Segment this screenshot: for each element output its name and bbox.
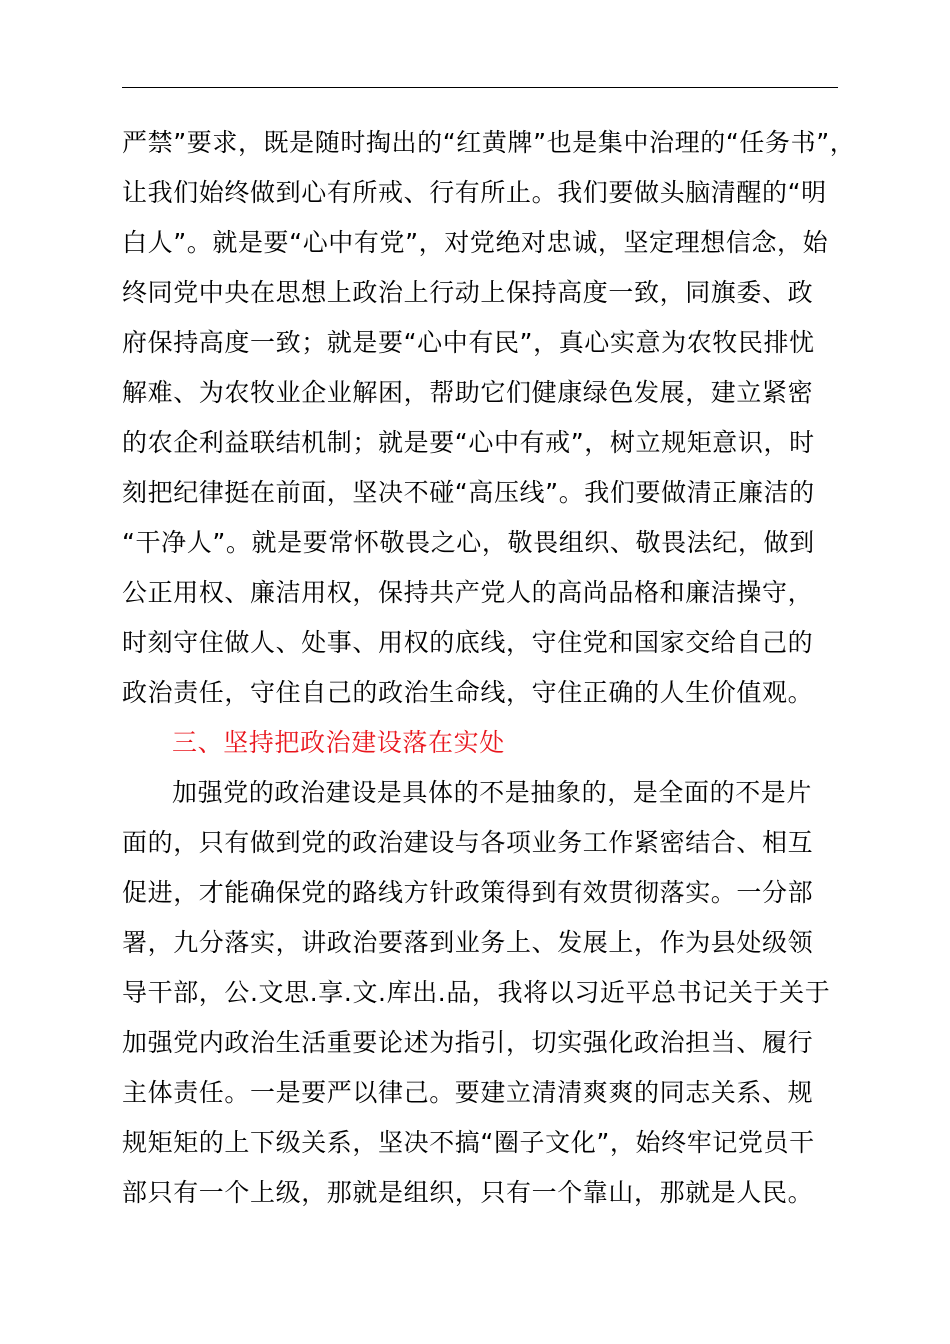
text-line: 的农企利益联结机制；就是要“心中有戒”，树立规矩意识，时 <box>122 428 815 457</box>
text-line: 解难、为农牧业企业解困，帮助它们健康绿色发展，建立紧密 <box>122 378 814 407</box>
text-line: 让我们始终做到心有所戒、行有所止。我们要做头脑清醒的“明 <box>122 178 827 207</box>
paragraph-1 <box>122 118 856 718</box>
text-line: 刻把纪律挺在前面，坚决不碰“高压线”。我们要做清正廉洁的 <box>122 478 815 507</box>
text-line: 时刻守住做人、处事、用权的底线，守住党和国家交给自己的 <box>122 628 814 657</box>
text-line: 导干部，公.文思.享.文.库出.品，我将以习近平总书记关于关于 <box>122 978 831 1007</box>
section-heading: 三、坚持把政治建设落在实处 <box>172 728 505 757</box>
header-rule <box>122 87 838 88</box>
text-line: 促进，才能确保党的路线方针政策得到有效贯彻落实。一分部 <box>122 878 814 907</box>
text-line: 规矩矩的上下级关系，坚决不搞“圈子文化”，始终牢记党员干 <box>122 1128 815 1157</box>
text-line: 白人”。就是要“心中有党”，对党绝对忠诚，坚定理想信念，始 <box>122 228 829 257</box>
document-body <box>122 118 856 1218</box>
text-line: 加强党的政治建设是具体的不是抽象的，是全面的不是片 <box>172 778 813 807</box>
text-line: 府保持高度一致；就是要“心中有民”，真心实意为农牧民排忧 <box>122 328 815 357</box>
text-line: 面的，只有做到党的政治建设与各项业务工作紧密结合、相互 <box>122 828 814 857</box>
text-line: 终同党中央在思想上政治上行动上保持高度一致，同旗委、政 <box>122 278 814 307</box>
text-line: 公正用权、廉洁用权，保持共产党人的高尚品格和廉洁操守， <box>122 578 814 607</box>
text-line: 署，九分落实，讲政治要落到业务上、发展上，作为县处级领 <box>122 928 814 957</box>
paragraph-2 <box>122 768 838 1218</box>
text-line: 政治责任，守住自己的政治生命线，守住正确的人生价值观。 <box>122 678 814 707</box>
text-line: “干净人”。就是要常怀敬畏之心，敬畏组织、敬畏法纪，做到 <box>122 528 815 557</box>
text-line: 严禁”要求，既是随时掏出的“红黄牌”也是集中治理的“任务书”， <box>122 128 856 157</box>
text-line: 主体责任。一是要严以律己。要建立清清爽爽的同志关系、规 <box>122 1078 814 1107</box>
text-line: 部只有一个上级，那就是组织，只有一个靠山，那就是人民。 <box>122 1178 814 1207</box>
text-line: 加强党内政治生活重要论述为指引，切实强化政治担当、履行 <box>122 1028 814 1057</box>
